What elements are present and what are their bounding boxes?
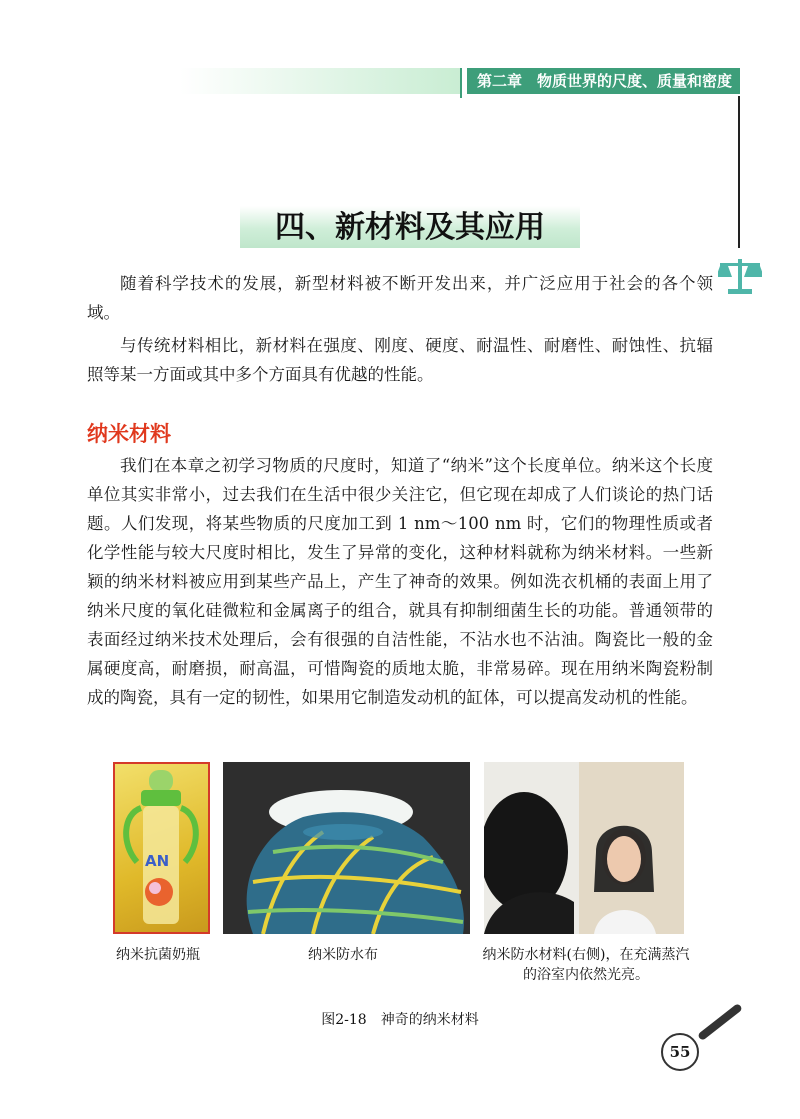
chapter-header: 第二章 物质世界的尺度、质量和密度 [467,68,740,94]
caption-bottle: 纳米抗菌奶瓶 [116,947,200,963]
caption-mirror: 纳米防水材料(右侧)，在充满蒸汽的浴室内依然光亮。 [482,947,690,983]
mirror-illustration [484,762,684,934]
intro-paragraph-2: 与传统材料相比，新材料在强度、刚度、硬度、耐温性、耐磨性、耐蚀性、抗辐照等某一方面或其中多个方面具有优越的性能。 [87,336,713,384]
balance-scale-icon [718,255,762,295]
margin-rule [738,96,740,248]
cloth-illustration [223,762,470,934]
svg-text:AN: AN [145,852,170,870]
nano-cloth-photo [223,762,470,934]
nano-bottle-photo [113,762,210,934]
nano-mirror-photo [484,762,684,934]
header-fade-bar [180,68,460,94]
section-body: 我们在本章之初学习物质的尺度时，知道了“纳米”这个长度单位。纳米这个长度单位其实非常小，过去我们在生活中很少关注它，但它现在却成了人们谈论的热门话题。人们发现，将某些物质的尺度加工到 1 nm～100 nm 时，它们的物理性质或者化学性能与较大尺度时相比，发生了异常的变化，这种材料就称为纳米材料。一些新颖的纳米材料被应用到某些产品上，产生了神奇的效果。例如洗衣机桶的表面上用了纳米尺度的氧化硅微粒和金属离子的组合，就具有抑制细菌生长的功能。普通领带的表面经过纳米技术处理后，会有很强的自洁性能，不沾水也不沾油。陶瓷比一般的金属硬度高，耐磨损，耐高温，可惜陶瓷的质地太脆，非常易碎。现在用纳米陶瓷粉制成的陶瓷，具有一定的韧性，如果用它制造发动机的缸体，可以提高发动机的性能。 [87,456,713,707]
lesson-title: 四、新材料及其应用 [275,210,545,245]
caption-cloth: 纳米防水布 [308,947,378,963]
figure-caption: 图2-18 神奇的纳米材料 [321,1012,479,1028]
header-divider [460,68,462,98]
bottle-illustration [115,764,208,932]
page-number: 55 [661,1033,699,1071]
section-heading: 纳米材料 [87,422,171,446]
intro-paragraph-1: 随着科学技术的发展，新型材料被不断开发出来，并广泛应用于社会的各个领域。 [87,274,713,322]
